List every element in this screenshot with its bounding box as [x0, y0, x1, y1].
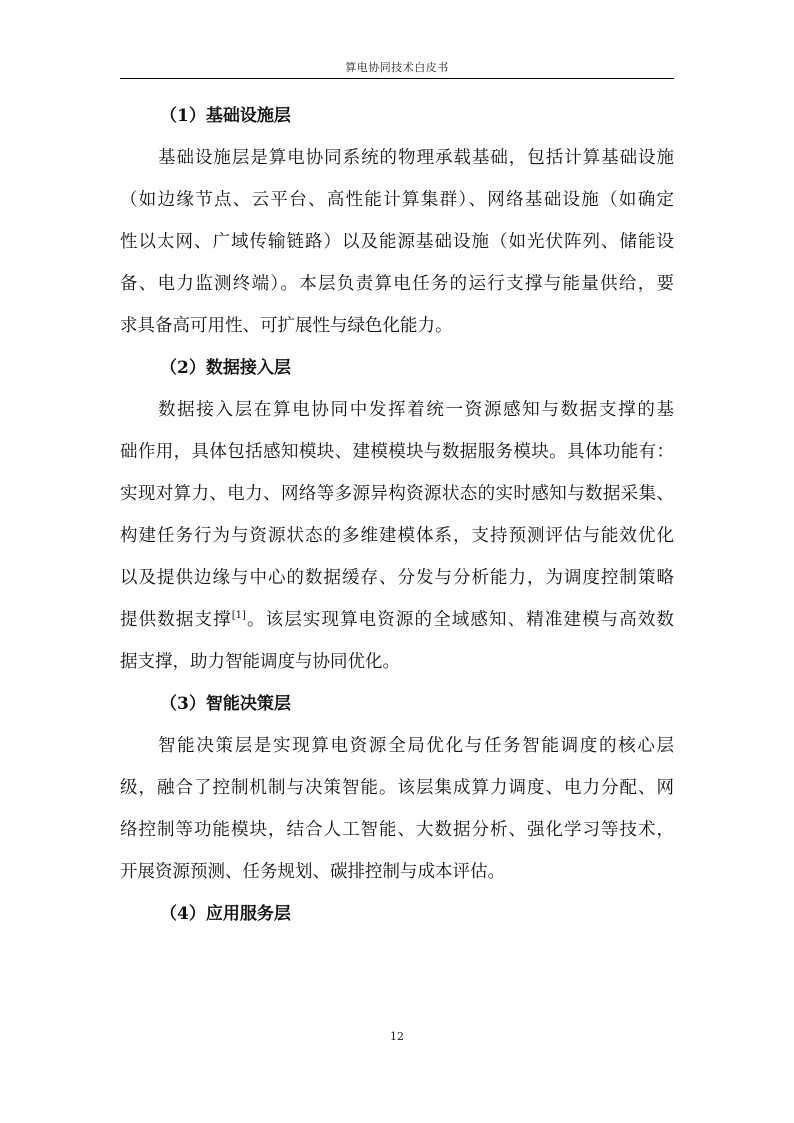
paragraph-line: 求具备高可用性、可扩展性与绿色化能力。: [120, 316, 453, 336]
paragraph-line: 智能决策层是实现算电资源全局优化与任务智能调度的核心层: [158, 736, 674, 756]
paragraph-line: 级，融合了控制机制与决策智能。该层集成算力调度、电力分配、网: [120, 778, 674, 798]
paragraph-line: 础作用，具体包括感知模块、建模模块与数据服务模块。具体功能有：: [120, 442, 674, 462]
paragraph-line: 性以太网、广域传输链路）以及能源基础设施（如光伏阵列、储能设: [120, 232, 674, 252]
paragraph-line: 实现对算力、电力、网络等多源异构资源状态的实时感知与数据采集、: [120, 484, 674, 504]
section-heading-data-access: （2）数据接入层: [160, 358, 291, 378]
section-heading-intelligent-decision: （3）智能决策层: [160, 694, 291, 714]
paragraph-text: 。该层实现算电资源的全域感知、精准建模与高效数: [245, 610, 675, 630]
paragraph-line: 以及提供边缘与中心的数据缓存、分发与分析能力，为调度控制策略: [120, 568, 674, 588]
paragraph-line: 构建任务行为与资源状态的多维建模体系，支持预测评估与能效优化: [120, 526, 674, 546]
header-divider: [120, 78, 674, 79]
paragraph-line: 据支撑，助力智能调度与协同优化。: [120, 652, 400, 672]
paragraph-line-with-citation: [120, 612, 674, 630]
running-header-title: 算电协同技术白皮书: [345, 61, 449, 74]
paragraph-line: 开展资源预测、任务规划、碳排控制与成本评估。: [120, 862, 505, 882]
citation-reference[interactable]: [1]: [231, 610, 246, 621]
paragraph-line: （如边缘节点、云平台、高性能计算集群）、网络基础设施（如确定: [120, 190, 674, 210]
paragraph-line: 备、电力监测终端）。本层负责算电任务的运行支撑与能量供给，要: [120, 274, 674, 294]
paragraph-line: 基础设施层是算电协同系统的物理承载基础，包括计算基础设施: [158, 148, 674, 168]
paragraph-text: 提供数据支撑: [120, 610, 232, 630]
paragraph-line: 数据接入层在算电协同中发挥着统一资源感知与数据支撑的基: [158, 400, 674, 420]
section-heading-infrastructure: （1）基础设施层: [160, 106, 291, 126]
section-heading-application-service: （4）应用服务层: [160, 904, 291, 924]
paragraph-line: 络控制等功能模块，结合人工智能、大数据分析、强化学习等技术，: [120, 820, 674, 840]
page-number: 12: [390, 1030, 404, 1043]
